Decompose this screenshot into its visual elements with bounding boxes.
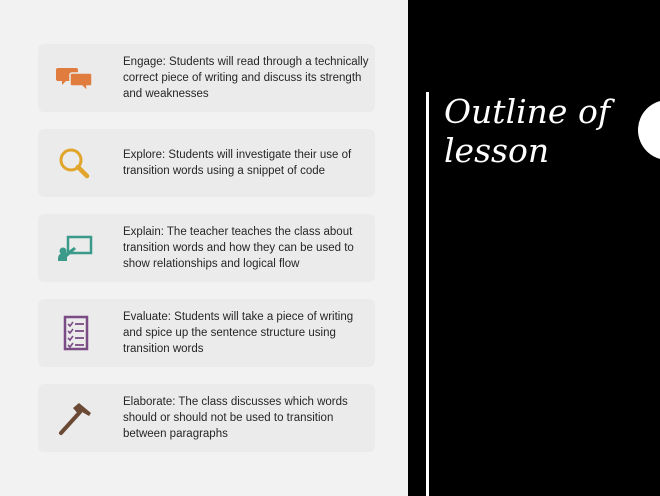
slide-title: Outline of lesson: [444, 92, 611, 170]
chat-bubbles-icon: [56, 60, 96, 96]
checklist-icon: [56, 315, 96, 351]
step-text-explain: Explain: The teacher teaches the class about transition words and how they can be used to show relationships and logical flow: [123, 226, 354, 270]
hammer-icon: [56, 400, 96, 436]
step-text-elaborate: Elaborate: The class discusses which words should or should not be used to transition between paragraphs: [123, 396, 348, 440]
teacher-board-icon: [56, 230, 96, 266]
step-card-elaborate: [38, 384, 375, 452]
step-card-explore: [38, 129, 375, 197]
step-card-explain: [38, 214, 375, 282]
step-text-explore: Explore: Students will investigate their use of transition words using a snippet of code: [123, 149, 352, 177]
title-divider-line: [426, 92, 429, 496]
step-text-engage: Engage: Students will read through a technically correct piece of writing and discuss its strength and weaknesses: [123, 56, 369, 100]
step-card-evaluate: [38, 299, 375, 367]
decorative-circle: [638, 100, 660, 160]
step-card-engage: [38, 44, 375, 112]
magnifying-glass-icon: [56, 145, 96, 181]
title-panel: [408, 0, 660, 496]
step-text-evaluate: Evaluate: Students will take a piece of writing and spice up the sentence structure using transition words: [123, 311, 354, 355]
